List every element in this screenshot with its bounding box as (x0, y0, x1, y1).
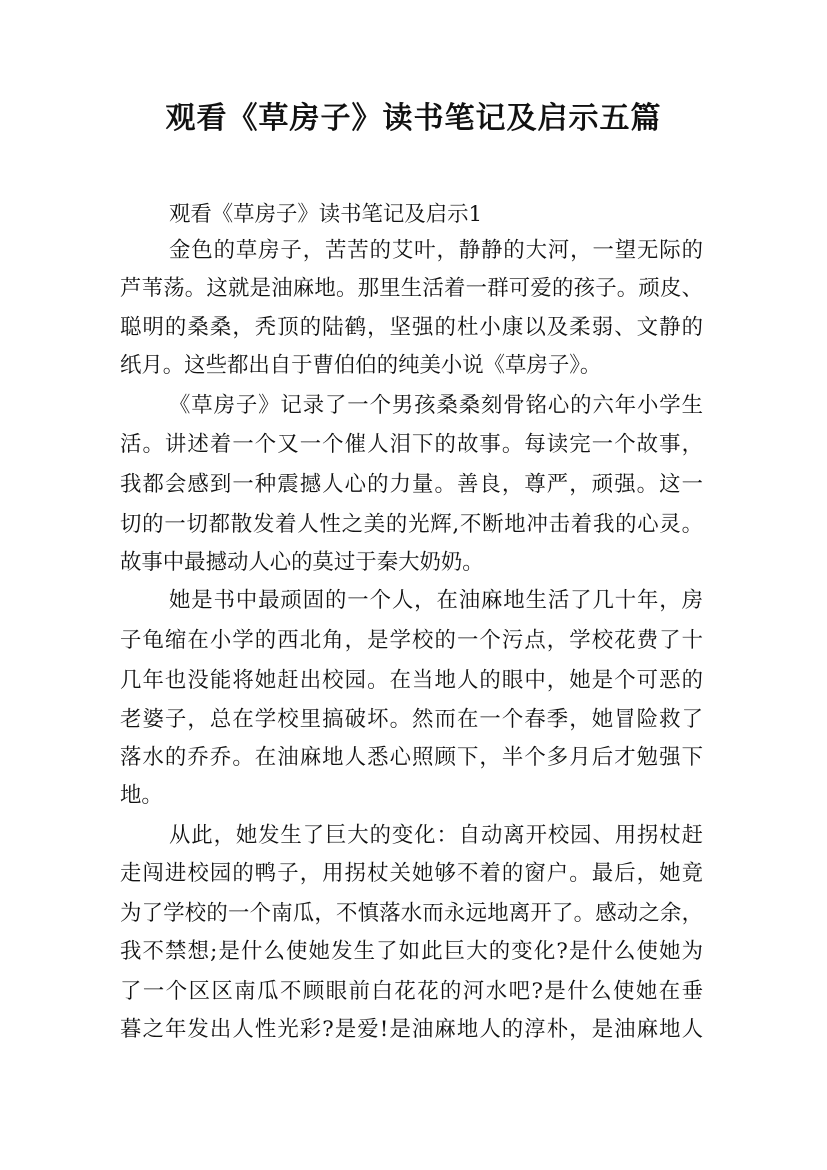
paragraph-line: 她是书中最顽固的一个人，在油麻地生活了几十年，房 (169, 588, 703, 613)
paragraph-line: 为了学校的一个南瓜，不慎落水而永远地离开了。感动之余， (120, 901, 703, 926)
paragraph-line: 几年也没能将她赶出校园。在当地人的眼中，她是个可恶的 (120, 668, 703, 693)
paragraph-line: 我不禁想;是什么使她发生了如此巨大的变化?是什么使她为 (120, 939, 703, 964)
paragraph-line: 从此，她发生了巨大的变化：自动离开校园、用拐杖赶 (169, 823, 703, 848)
paragraph-line: 落水的乔乔。在油麻地人悉心照顾下，半个多月后才勉强下 (120, 745, 703, 770)
section-heading: 观看《草房子》读书笔记及启示1 (169, 202, 483, 227)
paragraph-line: 金色的草房子，苦苦的艾叶，静静的大河，一望无际的 (169, 238, 703, 263)
paragraph-line: 纸月。这些都出自于曹伯伯的纯美小说《草房子》。 (120, 353, 602, 378)
paragraph-line: 《草房子》记录了一个男孩桑桑刻骨铭心的六年小学生 (169, 393, 703, 418)
paragraph-line: 活。讲述着一个又一个催人泪下的故事。每读完一个故事， (120, 432, 703, 457)
paragraph-line: 聪明的桑桑，秃顶的陆鹤，坚强的杜小康以及柔弱、文静的 (120, 315, 703, 340)
paragraph-line: 切的一切都散发着人性之美的光辉,不断地冲击着我的心灵。 (120, 512, 703, 537)
document-title: 观看《草房子》读书笔记及启示五篇 (165, 101, 662, 136)
paragraph-line: 暮之年发出人性光彩?是爱!是油麻地人的淳朴，是油麻地人 (120, 1017, 703, 1042)
paragraph-line: 了一个区区南瓜不顾眼前白花花的河水吧?是什么使她在垂 (120, 979, 703, 1004)
paragraph-line: 我都会感到一种震撼人心的力量。善良，尊严，顽强。这一 (120, 472, 703, 497)
paragraph-line: 老婆子，总在学校里搞破坏。然而在一个春季，她冒险救了 (120, 707, 703, 732)
paragraph-line: 地。 (120, 783, 163, 808)
paragraph-line: 故事中最撼动人心的莫过于秦大奶奶。 (120, 550, 484, 575)
paragraph-line: 子龟缩在小学的西北角，是学校的一个污点，学校花费了十 (120, 628, 703, 653)
paragraph-line: 芦苇荡。这就是油麻地。那里生活着一群可爱的孩子。顽皮、 (120, 276, 703, 301)
paragraph-line: 走闯进校园的鸭子，用拐杖关她够不着的窗户。最后，她竟 (120, 861, 703, 886)
